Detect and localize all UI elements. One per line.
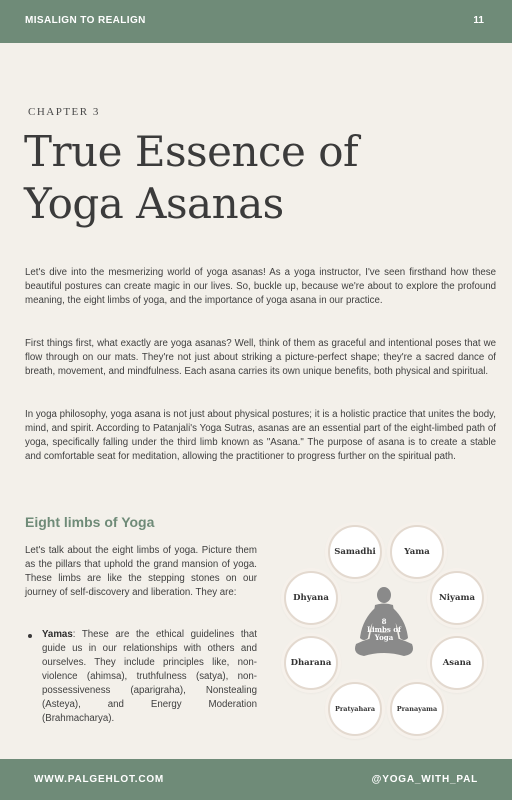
center-label-number: 8 (381, 617, 387, 626)
limb-pranayama: Pranayama (390, 682, 444, 736)
limb-dharana: Dharana (284, 636, 338, 690)
center-label-line-3: Yoga (374, 633, 394, 642)
section-heading: Eight limbs of Yoga (25, 514, 155, 530)
diagram-center-label (346, 618, 422, 642)
paragraph-2: First things first, what exactly are yoga asanas? Well, think of them as graceful and intentional poses that we flow through on our mats. They're not just about striking a picture-perfect shape; they're a sacred dance of breath, movement, and mindfulness. Each asana carries its own unique benefits, both physical and spiritual. (25, 338, 496, 377)
bullet-term: Yamas (42, 629, 73, 640)
limb-dhyana: Dhyana (284, 571, 338, 625)
social-handle[interactable]: @YOGA_WITH_PAL (371, 774, 478, 785)
limb-yama: Yama (390, 525, 444, 579)
paragraph-3: In yoga philosophy, yoga asana is not just about physical postures; it is a holistic practice that unites the body, mind, and spirit. According to Patanjali's Yoga Sutras, asanas are an essential part of the eight-limbed path of yoga, specifically falling under the third limb known as "Asana." The purpose of asana is to create a stable and comfortable seat for meditation, allowing the practitioner to progress further on the spiritual path. (25, 409, 496, 462)
limb-pratyahara: Pratyahara (328, 682, 382, 736)
bullet-text (42, 628, 257, 726)
eight-limbs-diagram (276, 520, 492, 750)
header-bar (0, 0, 512, 43)
website-link[interactable]: WWW.PALGEHLOT.COM (34, 774, 165, 785)
limb-samadhi: Samadhi (328, 525, 382, 579)
list-item (28, 628, 257, 726)
limb-asana: Asana (430, 636, 484, 690)
footer-bar (0, 759, 512, 800)
page-number: 11 (473, 15, 484, 26)
bullet-dot (28, 634, 32, 638)
chapter-title (24, 126, 358, 230)
bullet-description: : These are the ethical guidelines that guide us in our relationships with others and ourselves. They include principles like, non-violence (ahimsa), truthfulness (satya), non-possessiveness (aparigraha), Nonstealing (Asteya), and Energy Moderation (Brahmacharya). (42, 629, 257, 724)
limb-niyama: Niyama (430, 571, 484, 625)
section-intro: Let's talk about the eight limbs of yoga. Picture them as the pillars that uphold the grand mansion of yoga. These limbs are like the stepping stones on our journey of self-discovery and liberation. They are: (25, 545, 257, 598)
chapter-title-line-2: Yoga Asanas (24, 179, 284, 228)
center-label-line-2: Limbs of (367, 625, 401, 634)
chapter-label: CHAPTER 3 (28, 106, 100, 118)
chapter-title-line-1: True Essence of (24, 127, 359, 176)
paragraph-1: Let's dive into the mesmerizing world of yoga asanas! As a yoga instructor, I've seen firsthand how these beautiful postures can create magic in our lives. So, buckle up, because we're about to explore the profound meaning, the eight limbs of yoga, and the importance of yoga asana in our practice. (25, 267, 496, 306)
book-title: MISALIGN TO REALIGN (25, 15, 146, 26)
